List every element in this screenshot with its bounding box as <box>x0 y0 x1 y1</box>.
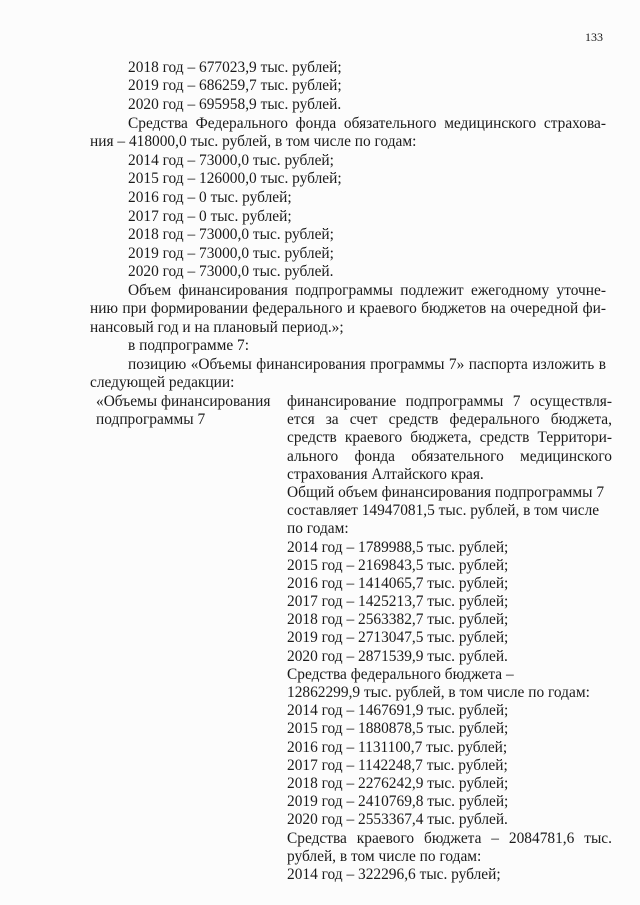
year-line: 2014 год – 73000,0 тыс. рублей; <box>128 152 334 169</box>
year-line: 2015 год – 1880878,5 тыс. рублей; <box>287 720 509 738</box>
year-line: 2018 год – 677023,9 тыс. рублей; <box>128 59 342 76</box>
paragraph-line: следующей редакции: <box>90 374 235 391</box>
year-line: 2017 год – 1425213,7 тыс. рублей; <box>287 593 509 611</box>
year-line: 2019 год – 2713047,5 тыс. рублей; <box>287 629 509 647</box>
text-line: Средства краевого бюджета – 2084781,6 тыс. <box>287 829 612 847</box>
year-line: 2019 год – 73000,0 тыс. рублей; <box>128 245 334 262</box>
year-line: 2016 год – 1131100,7 тыс. рублей; <box>287 738 508 756</box>
paragraph-line: нию при формировании федерального и краевого бюджетов на очередной фи- <box>90 300 606 317</box>
year-line: 2019 год – 2410769,8 тыс. рублей; <box>287 793 509 811</box>
year-line: 2020 год – 695958,9 тыс. рублей. <box>128 96 342 113</box>
text-line: средств краевого бюджета, средств Территори- <box>287 429 612 447</box>
year-line: 2016 год – 1414065,7 тыс. рублей; <box>287 574 509 592</box>
year-line: 2020 год – 2871539,9 тыс. рублей. <box>287 647 508 665</box>
paragraph-line: нансовый год и на плановый период.»; <box>90 319 344 336</box>
year-line: 2017 год – 0 тыс. рублей; <box>128 208 292 225</box>
year-line: 2015 год – 2169843,5 тыс. рублей; <box>287 556 509 574</box>
table-left-label: «Объемы финансирования <box>96 393 271 410</box>
paragraph-line: позицию «Объемы финансирования программы 7» паспорта изложить в <box>128 356 606 373</box>
text-line: Средства федерального бюджета – <box>287 665 514 683</box>
text-line: ального фонда обязательного медицинского <box>287 447 612 465</box>
text-line: 12862299,9 тыс. рублей, в том числе по годам: <box>287 684 590 701</box>
text-line: финансирование подпрограммы 7 осуществля- <box>287 393 612 410</box>
year-line: 2019 год – 686259,7 тыс. рублей; <box>128 77 342 94</box>
year-line: 2018 год – 73000,0 тыс. рублей; <box>128 226 334 243</box>
year-line: 2014 год – 322296,6 тыс. рублей; <box>287 865 501 883</box>
year-line: 2014 год – 1467691,9 тыс. рублей; <box>287 702 509 720</box>
subprogram-heading: в подпрограмме 7: <box>128 337 250 354</box>
paragraph-line: Объем финансирования подпрограммы подлежит ежегодному уточне- <box>128 282 606 299</box>
year-line: 2016 год – 0 тыс. рублей; <box>128 189 292 206</box>
paragraph-line: Средства Федерального фонда обязательного медицинского страхова- <box>128 115 606 132</box>
text-line: ется за счет средств федерального бюджета, <box>287 411 612 429</box>
text-line: по годам: <box>287 520 349 538</box>
year-line: 2020 год – 73000,0 тыс. рублей. <box>128 263 334 280</box>
year-line: 2014 год – 1789988,5 тыс. рублей; <box>287 538 509 556</box>
year-line: 2015 год – 126000,0 тыс. рублей; <box>128 170 342 187</box>
table-right-cell <box>287 393 612 884</box>
year-line: 2017 год – 1142248,7 тыс. рублей; <box>287 756 508 774</box>
text-line: составляет 14947081,5 тыс. рублей, в том числе <box>287 502 600 520</box>
table-left-label: подпрограммы 7 <box>96 411 206 428</box>
text-line: страхования Алтайского края. <box>287 465 484 483</box>
text-line: рублей, в том числе по годам: <box>287 847 482 865</box>
page-number: 133 <box>585 30 603 44</box>
text-line: Общий объем финансирования подпрограммы 7 <box>287 483 605 501</box>
year-line: 2018 год – 2563382,7 тыс. рублей; <box>287 611 509 629</box>
year-line: 2020 год – 2553367,4 тыс. рублей. <box>287 811 508 829</box>
paragraph-line: ния – 418000,0 тыс. рублей, в том числе по годам: <box>90 133 417 150</box>
year-line: 2018 год – 2276242,9 тыс. рублей; <box>287 774 509 792</box>
